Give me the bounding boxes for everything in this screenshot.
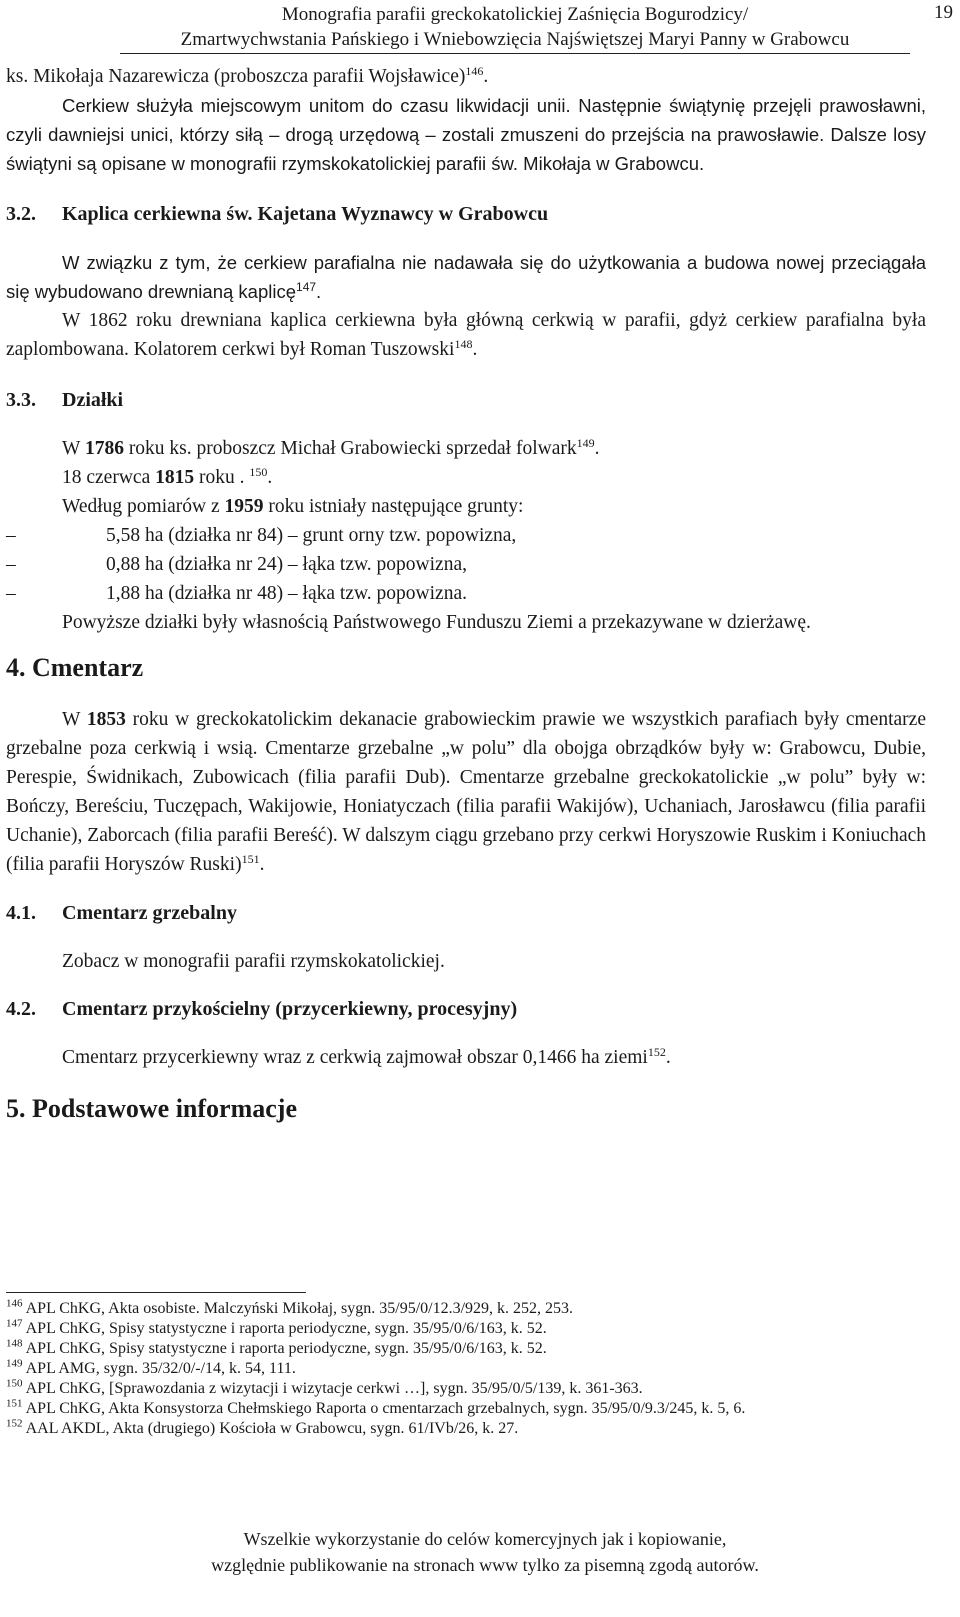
paragraph-end: . (483, 66, 489, 87)
footnote-ref[interactable]: 152 (647, 1044, 666, 1059)
plot-1959 (6, 492, 926, 521)
paragraph-text: W związku z tym, że cerkiew parafialna nie nadawała się do użytkowania a budowa nowej przeciągała się wybudowano drewnianą kaplicę (6, 252, 926, 302)
footnote-text: APL ChKG, Spisy statystyczne i raporta periodyczne, sygn. 35/95/0/6/163, k. 52. (25, 1320, 547, 1337)
footnote-text: APL ChKG, [Sprawozdania z wizytacji i wizytacje cerkwi …], sygn. 35/95/0/5/139, k. 361-363. (25, 1380, 643, 1397)
paragraph-end: . (316, 281, 322, 302)
text: roku . (194, 467, 250, 488)
text: . (594, 438, 600, 459)
dash-bullet: – (6, 583, 16, 604)
text: W (62, 438, 85, 459)
paragraph-1862 (6, 306, 926, 364)
footnote (6, 1339, 936, 1359)
list-item (6, 521, 926, 550)
footnote-text: APL AMG, sygn. 35/32/0/-/14, k. 54, 111. (25, 1360, 296, 1377)
text: . (665, 1047, 671, 1068)
paragraph-cerkiew: Cerkiew służyła miejscowym unitom do czasu likwidacji unii. Następnie świątynię przejęli prawosławni, czyli dawniejsi unici, którzy siłą – drogą urzędową – zostali zmuszeni do przejścia na prawosławie. Dalsze losy świątyni są opisane w monografii rzymskokatolickiej parafii św. Mikołaja w Grabowcu. (6, 95, 926, 174)
text: roku w greckokatolickim dekanacie grabowieckim prawie we wszystkich parafiach były cmentarze grzebalne poza cerkwią i wsią. Cmentarze grzebalne „w polu” dla obojga obrządków były w: Grabowcu, Dubie, Perespie, Świdnikach, Zubowicach (filia parafii Dub). Cmentarze grzebalne greckokatolickie „w polu” były w: Bończy, Bereściu, Tuczępach, Wakijowie, Honiatyczach (filia parafii Wakijów), Uchaniach, Jarosławcu (filia parafii Uchanie), Zaborcach (filia parafii Bereść). W dalszym ciągu grzebano przy cerkwi Horyszowie Ruskim i Koniuchach (filia parafii Horyszów Ruski) (6, 709, 926, 875)
list-item-text: 5,58 ha (działka nr 84) – grunt orny tzw. popowizna, (106, 525, 517, 546)
paragraph-kaplica (6, 248, 926, 306)
section-number: 4.2. (6, 998, 36, 1020)
copyright-footer (120, 1526, 850, 1578)
dash-bullet: – (6, 554, 16, 575)
header-line-1: Monografia parafii greckokatolickiej Zaśnięcia Bogurodzicy/ (281, 4, 749, 25)
footer-line-1: Wszelkie wykorzystanie do celów komercyjnych jak i kopiowanie, (243, 1529, 727, 1549)
paragraph-dzierzawa: Powyższe działki były własnością Państwowego Funduszu Ziemi a przekazywane w dzierżawę. (62, 612, 811, 633)
section-heading-3-2 (6, 200, 926, 229)
footnote-text: APL ChKG, Spisy statystyczne i raporta periodyczne, sygn. 35/95/0/6/163, k. 52. (25, 1340, 547, 1357)
year: 1959 (224, 496, 264, 517)
section-number: 4.1. (6, 902, 36, 924)
footnote-ref[interactable]: 151 (241, 851, 260, 866)
section-number: 3.2. (6, 203, 36, 225)
footnote-ref[interactable]: 149 (576, 435, 595, 450)
paragraph-text: ks. Mikołaja Nazarewicza (proboszcza parafii Wojsławice) (6, 66, 466, 87)
text: W (62, 709, 87, 730)
footnote (6, 1379, 936, 1399)
footnote-number: 152 (6, 1417, 23, 1430)
text: roku istniały następujące grunty: (263, 496, 524, 517)
text: Według pomiarów z (62, 496, 225, 517)
section-title: Cmentarz przykościelny (przycerkiewny, procesyjny) (62, 998, 518, 1020)
footnotes (6, 1292, 936, 1439)
paragraph-zobacz: Zobacz w monografii parafii rzymskokatolickiej. (62, 951, 445, 972)
footnote-number: 151 (6, 1397, 23, 1410)
section-number: 3.3. (6, 389, 36, 411)
year: 1853 (86, 709, 126, 730)
plot-1815 (6, 463, 926, 492)
paragraph-text: W 1862 roku drewniana kaplica cerkiewna była główną cerkwią w parafii, gdyż cerkiew parafialna była zaplombowana. Kolatorem cerkwi był Roman Tuszowski (6, 310, 926, 360)
footnote (6, 1419, 936, 1439)
paragraph-end: . (472, 339, 478, 360)
paragraph-przycerkiewny (6, 1043, 926, 1072)
text: . (267, 467, 273, 488)
list-item (6, 550, 926, 579)
page-number: 19 (934, 2, 953, 23)
header-line-2: Zmartwychwstania Pańskiego i Wniebowzięcia Najświętszej Maryi Panny w Grabowcu (120, 27, 910, 54)
section-heading-5: 5. Podstawowe informacje (6, 1094, 297, 1123)
section-heading-4-1 (6, 899, 926, 928)
footnote-ref[interactable]: 147 (296, 279, 317, 294)
section-heading-4-2 (6, 995, 926, 1024)
year: 1815 (155, 467, 195, 488)
list-item (6, 579, 926, 608)
footer-line-2: względnie publikowanie na stronach www tylko za pisemną zgodą autorów. (211, 1555, 759, 1575)
footnote-number: 146 (6, 1297, 23, 1310)
running-header (120, 2, 910, 54)
plot-1786 (6, 434, 926, 463)
section-heading-4: 4. Cmentarz (6, 653, 144, 682)
footnote (6, 1359, 936, 1379)
footnote-ref[interactable]: 148 (454, 336, 473, 351)
footnote-separator (6, 1292, 306, 1293)
section-title: Cmentarz grzebalny (62, 902, 237, 924)
footnote-number: 148 (6, 1337, 23, 1350)
paragraph-cmentarz (6, 705, 926, 879)
footnote (6, 1399, 936, 1419)
year: 1786 (84, 438, 124, 459)
footnote-number: 149 (6, 1357, 23, 1370)
section-title: Kaplica cerkiewna św. Kajetana Wyznawcy w Grabowcu (62, 203, 549, 225)
text: roku ks. proboszcz Michał Grabowiecki sprzedał folwark (123, 438, 577, 459)
footnote-ref[interactable]: 146 (465, 63, 484, 78)
list-item-text: 1,88 ha (działka nr 48) – łąka tzw. popowizna. (106, 583, 467, 604)
footnote-text: APL ChKG, Akta Konsystorza Chełmskiego Raporta o cmentarzach grzebalnych, sygn. 35/95/0/9.3/245, k. 5, 6. (25, 1400, 746, 1417)
footnote-ref[interactable]: 150 (249, 464, 268, 479)
dash-bullet: – (6, 525, 16, 546)
section-heading-3-3 (6, 386, 926, 415)
text: . (259, 854, 265, 875)
footnote-number: 150 (6, 1377, 23, 1390)
text: Cmentarz przycerkiewny wraz z cerkwią zajmował obszar 0,1466 ha ziemi (62, 1047, 648, 1068)
main-text (6, 62, 926, 1126)
footnote-text: AAL AKDL, Akta (drugiego) Kościoła w Grabowcu, sygn. 61/IVb/26, k. 27. (25, 1420, 519, 1437)
list-item-text: 0,88 ha (działka nr 24) – łąka tzw. popowizna, (106, 554, 467, 575)
text: 18 czerwca (62, 467, 156, 488)
footnote-text: APL ChKG, Akta osobiste. Malczyński Mikołaj, sygn. 35/95/0/12.3/929, k. 252, 253. (25, 1300, 574, 1317)
footnote (6, 1299, 936, 1319)
footnote (6, 1319, 936, 1339)
section-title: Działki (62, 389, 124, 411)
footnote-number: 147 (6, 1317, 23, 1330)
paragraph-continuation (6, 62, 926, 91)
